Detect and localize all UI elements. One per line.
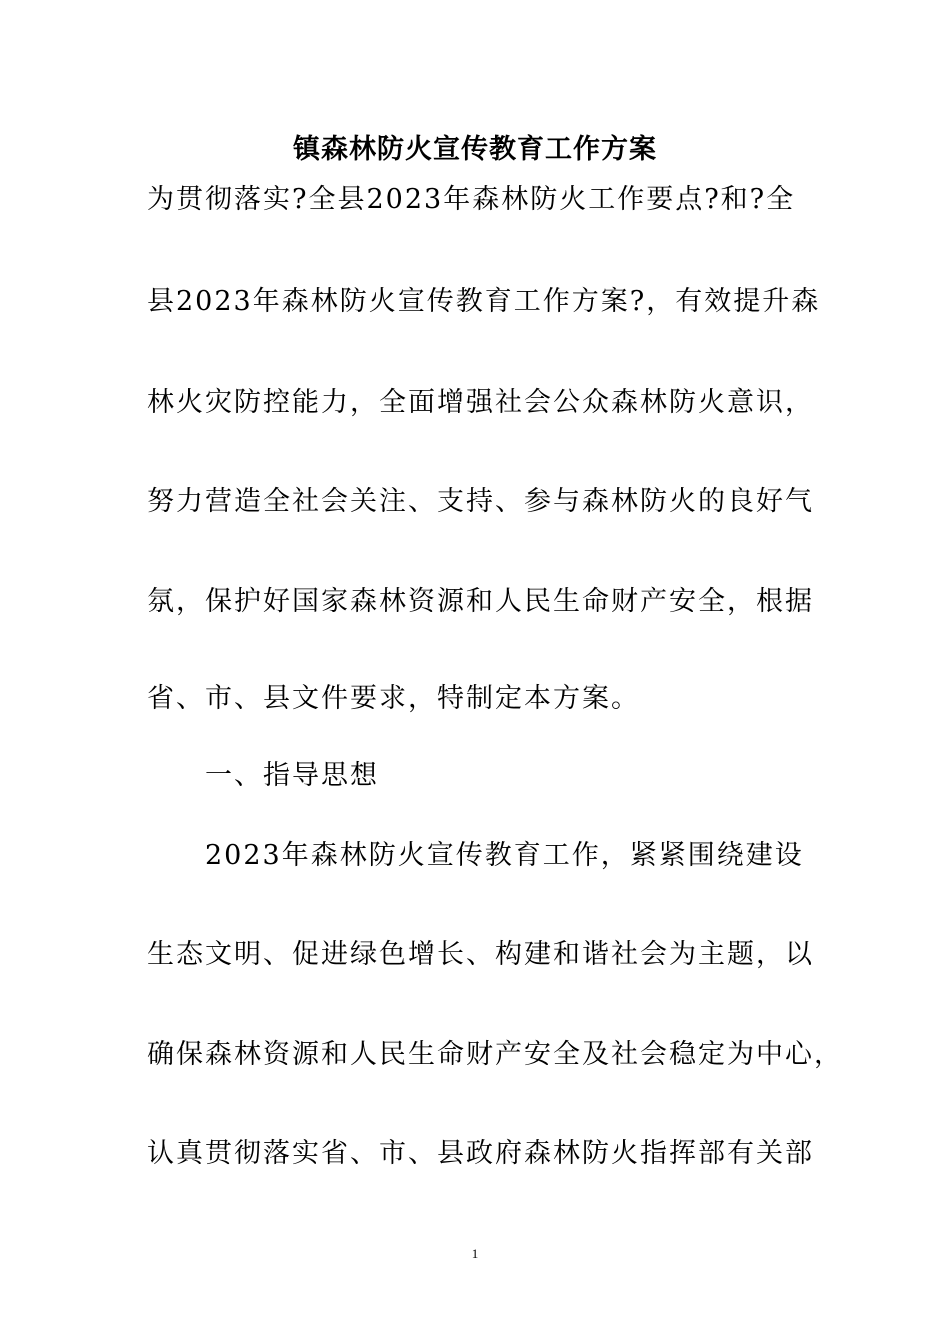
paragraph-line-2: 县2023年森林防火宣传教育工作方案?，有效提升森 xyxy=(147,286,821,317)
paragraph-line-3: 林火灾防控能力，全面增强社会公众森林防火意识， xyxy=(147,387,814,418)
paragraph-line-5: 氛，保护好国家森林资源和人民生命财产安全，根据 xyxy=(147,586,814,617)
paragraph-line-6: 省、市、县文件要求，特制定本方案。 xyxy=(147,683,640,714)
document-title: 镇森林防火宣传教育工作方案 xyxy=(293,134,657,165)
paragraph-line-4: 努力营造全社会关注、支持、参与森林防火的良好气 xyxy=(147,486,814,517)
paragraph-line-1: 为贯彻落实?全县2023年森林防火工作要点?和?全 xyxy=(147,184,796,215)
paragraph-line-9: 确保森林资源和人民生命财产安全及社会稳定为中心， xyxy=(147,1039,843,1070)
paragraph-line-7: 2023年森林防火宣传教育工作，紧紧围绕建设 xyxy=(205,840,804,871)
paragraph-line-10: 认真贯彻落实省、市、县政府森林防火指挥部有关部 xyxy=(147,1138,814,1169)
paragraph-line-8: 生态文明、促进绿色增长、构建和谐社会为主题，以 xyxy=(147,939,814,970)
page-number: 1 xyxy=(471,1246,479,1261)
section-heading: 一、指导思想 xyxy=(205,760,379,791)
